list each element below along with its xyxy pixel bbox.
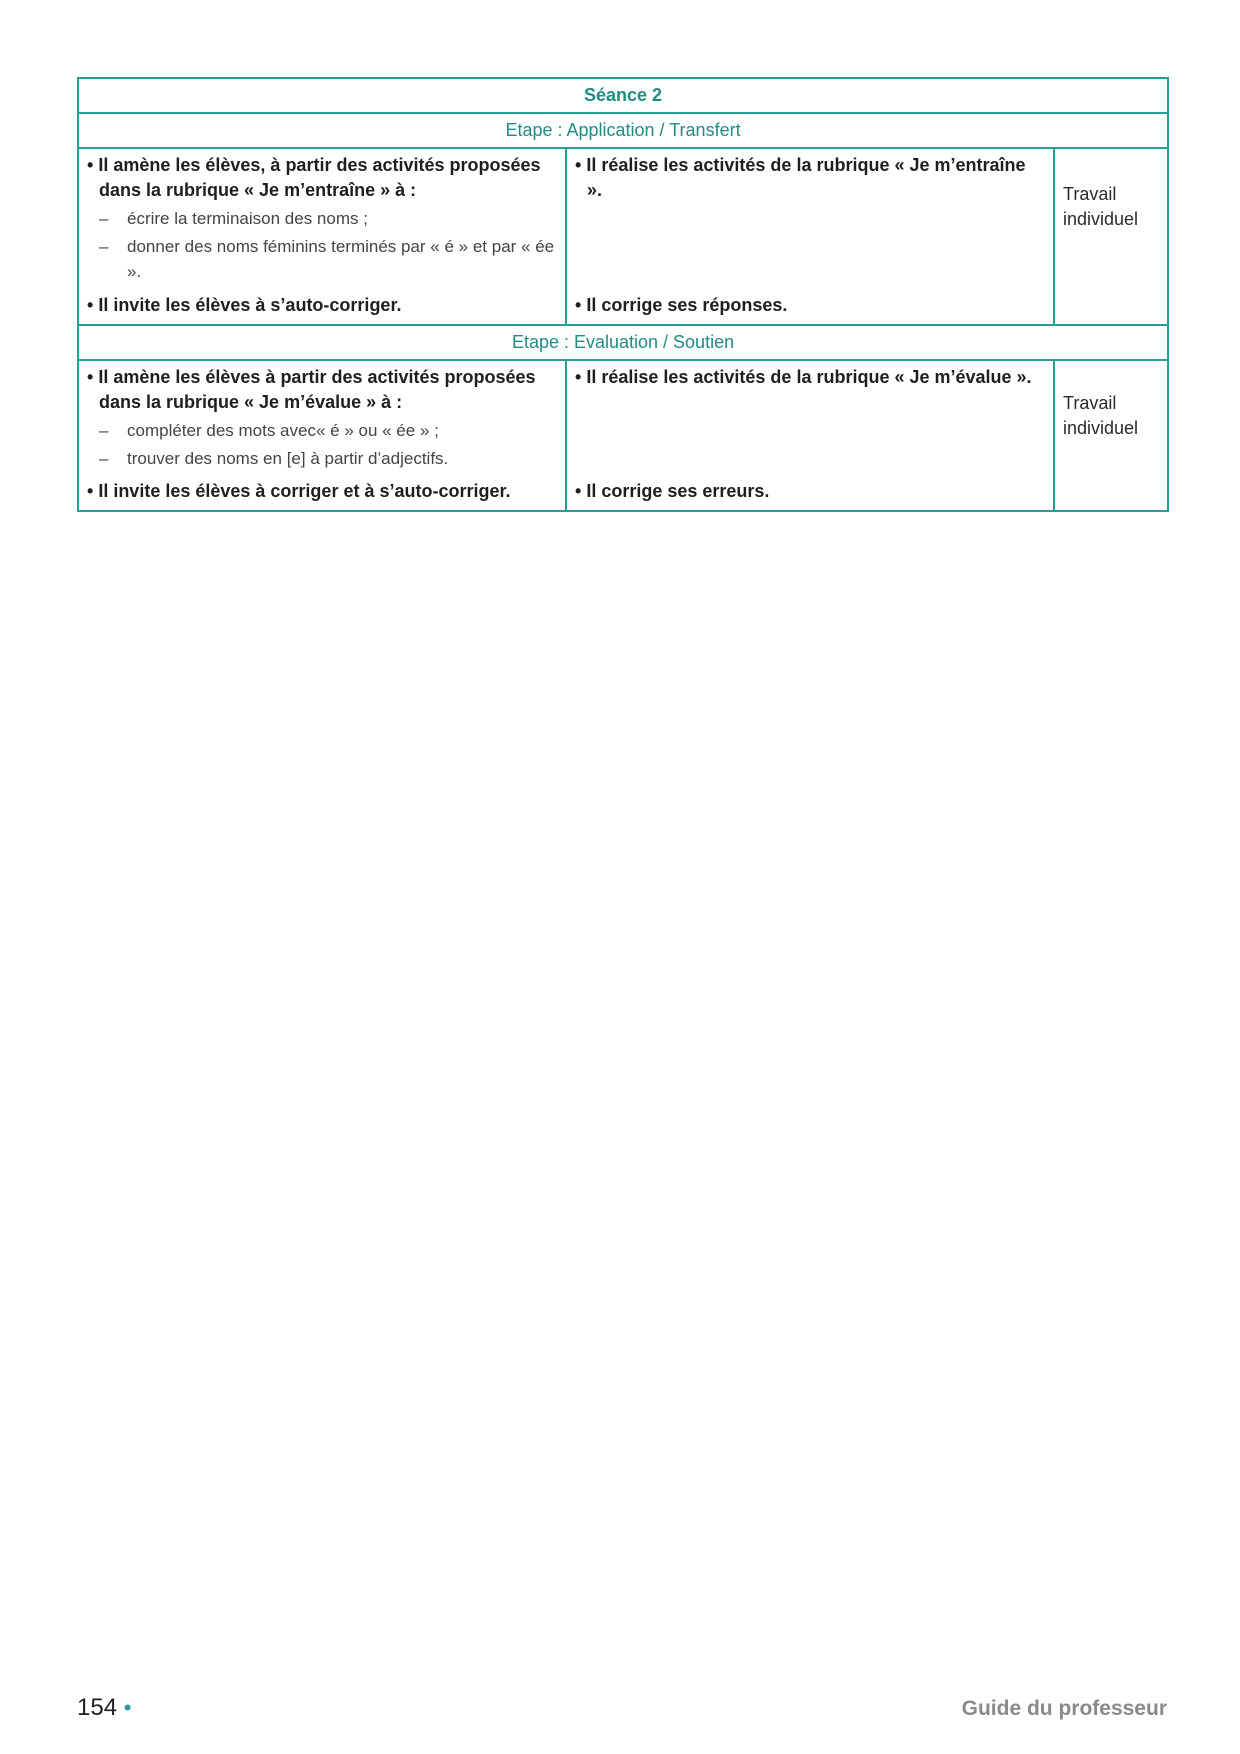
student-intro: • Il réalise les activités de la rubrique « Je m’évalue ». <box>575 365 1045 390</box>
teacher-task-item: – compléter des mots avec« é » ou « ée » ; <box>87 418 557 443</box>
step-content-row <box>78 360 1168 511</box>
teacher-closing: • Il invite les élèves à s’auto-corriger. <box>87 293 557 318</box>
teacher-task-list <box>87 418 557 471</box>
teacher-activities-cell <box>78 360 566 511</box>
teacher-task-item: – trouver des noms en [e] à partir d’adjectifs. <box>87 446 557 471</box>
teacher-intro: • Il amène les élèves à partir des activités proposées dans la rubrique « Je m’évalue » à : <box>87 365 557 415</box>
teacher-intro: • Il amène les élèves, à partir des activités proposées dans la rubrique « Je m’entraîne » à : <box>87 153 557 203</box>
student-activities-cell <box>566 360 1054 511</box>
session-title: Séance 2 <box>78 78 1168 113</box>
teacher-task-item: – écrire la terminaison des noms ; <box>87 206 557 231</box>
work-mode-cell: Travail individuel <box>1054 148 1168 325</box>
session-title-row <box>78 78 1168 113</box>
teacher-closing: • Il invite les élèves à corriger et à s’auto-corriger. <box>87 479 557 504</box>
student-closing: • Il corrige ses réponses. <box>575 293 1045 318</box>
step-header-row <box>78 325 1168 360</box>
page-number-block <box>77 1694 131 1722</box>
teacher-task-list <box>87 206 557 284</box>
step-header-row <box>78 113 1168 148</box>
work-mode-cell: Travail individuel <box>1054 360 1168 511</box>
student-intro: • Il réalise les activités de la rubrique « Je m’entraîne ». <box>575 153 1045 203</box>
step-label: Etape : Application / Transfert <box>78 113 1168 148</box>
teacher-task-item: – donner des noms féminins terminés par « é » et par « ée ». <box>87 234 557 284</box>
lesson-table <box>77 77 1169 512</box>
bullet-dot-icon: • <box>123 1695 132 1720</box>
step-label: Etape : Evaluation / Soutien <box>78 325 1168 360</box>
student-closing: • Il corrige ses erreurs. <box>575 479 1045 504</box>
book-title: Guide du professeur <box>961 1697 1167 1720</box>
teacher-activities-cell <box>78 148 566 325</box>
step-content-row <box>78 148 1168 325</box>
page-number: 154 <box>77 1694 118 1721</box>
student-activities-cell <box>566 148 1054 325</box>
